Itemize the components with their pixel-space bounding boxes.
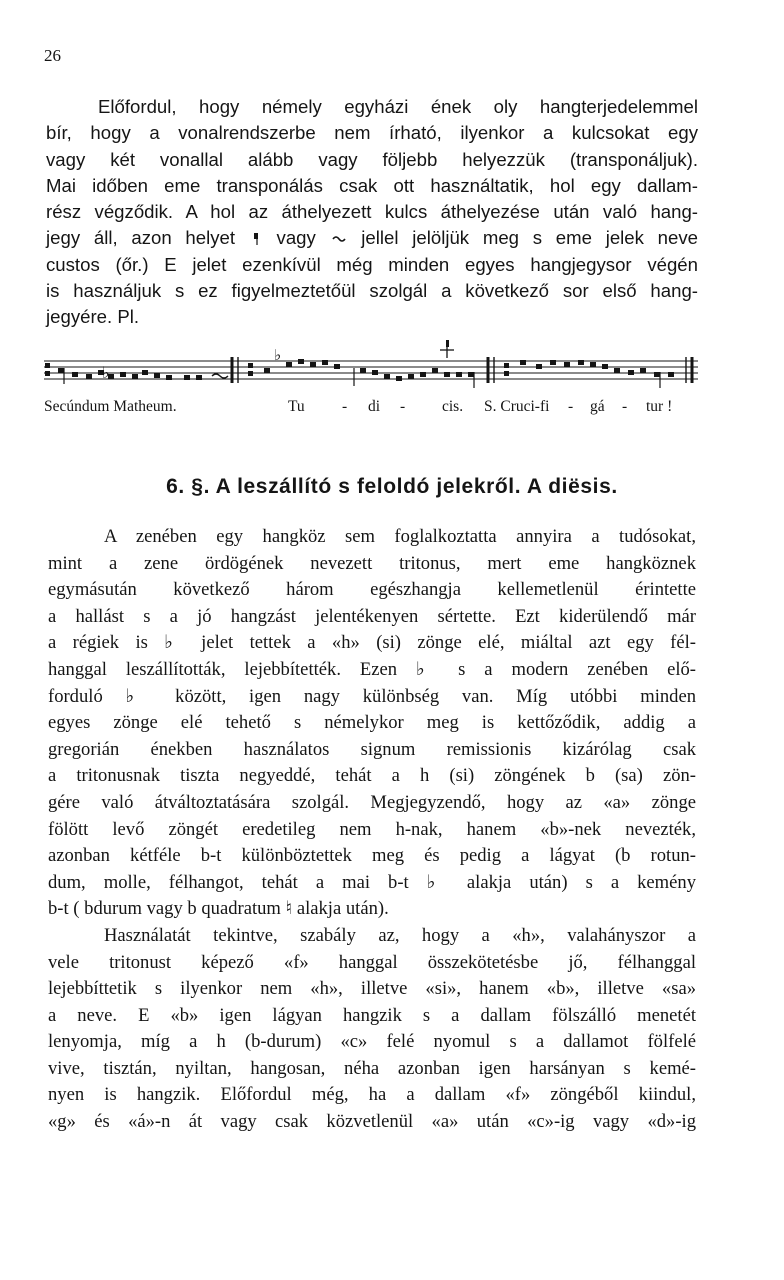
text-line: vagy két vonallal alább vagy följebb helyezzük (transponáljuk). [46, 148, 698, 170]
text-line: fölött levő zöngét eredetileg nem h-nak, hanem «b»-nek nevezték, [48, 818, 696, 840]
text-fragment: jegy áll, azon helyet [46, 227, 249, 249]
text-line: hanggal leszállították, lejebbítették. Ezen ♭ s a modern zenében elő- [48, 658, 696, 680]
lyric-syllable: S. Cruci-fi [484, 398, 550, 415]
text-line: vele tritonust képező «f» hanggal összekötetésbe jő, félhanggal [48, 951, 696, 973]
lyric-syllable: - [400, 398, 406, 415]
text-line: gére való átváltoztatására szolgál. Megjegyzendő, hogy az «a» zönge [48, 791, 696, 813]
text-line: Mai időben eme transponálás csak ott használtatik, hol egy dallam- [46, 174, 698, 196]
paragraph-tritonus [48, 524, 696, 1136]
neumes-phrase-1 [58, 368, 228, 384]
lyric-syllable: tur ! [646, 398, 673, 415]
c-clef-icon [504, 363, 509, 376]
text-line: Előfordul, hogy némely egyházi ének oly hangterjedelemmel [98, 96, 698, 117]
text-line: nyen is hangzik. Előfordul még, ha a dallam «f» zöngéből kiindul, [48, 1084, 696, 1106]
text-line: mint a zene ördögének nevezett tritonus, mert eme hangköznek [48, 552, 696, 574]
text-line: lenyomja, míg a h (b-durum) «c» felé nyomul s a dallamot fölfelé [48, 1031, 696, 1053]
custos-wave-icon [330, 230, 348, 246]
text-line: is használjuk s ez figyelmeztetőül szolgál a következő sor első hang- [46, 280, 698, 302]
paragraph-transposition [46, 94, 698, 331]
text-line: A zenében egy hangköz sem foglalkoztatta annyira a tudósokat, [104, 526, 696, 547]
page-number: 26 [44, 46, 61, 65]
text-line: egyes zönge elé tehető s némelykor meg is kettőződik, addig a [48, 712, 696, 734]
text-line: forduló ♭ között, igen nagy különbség van. Míg utóbbi minden [48, 685, 696, 707]
c-clef-icon [248, 363, 253, 376]
text-line: «g» és «á»-n át vagy csak közvetlenül «a» után «c»-ig vagy «d»-ig [48, 1111, 696, 1133]
text-line: a régiek is ♭ jelet tettek a «h» (si) zönge elé, miáltal azt egy fél- [48, 632, 696, 654]
lyric-syllable: Tu [288, 398, 305, 415]
text-line: jegyére. Pl. [46, 306, 140, 328]
svg-text:♭: ♭ [274, 346, 282, 364]
text-line: gregorián énekben használatos signum remissionis kizárólag csak [48, 738, 696, 760]
c-clef-icon [45, 363, 50, 376]
lyric-syllable: - [622, 398, 628, 415]
custos-mark-icon [249, 230, 263, 246]
text-line: custos (őr.) E jelet ezenkívül még minden egyes hangjegysor végén [46, 253, 698, 275]
lyric-syllable: gá [590, 398, 605, 415]
text-line: rész végződik. A hol az áthelyezett kulcs áthelyezése után való hang- [46, 201, 698, 223]
text-line: b-t ( bdurum vagy b quadratum ♮ alakja után). [48, 898, 389, 920]
lyric-syllable: - [568, 398, 574, 415]
text-line: a hallást s a jó hangzást jelentékenyen sértette. Ezt kiderülendő már [48, 605, 696, 627]
lyric-syllable: Secúndum Matheum. [44, 398, 177, 415]
neumes-phrase-3 [520, 360, 674, 388]
text-line: dum, molle, félhangot, tehát a mai b-t ♭ alakja után) s a kemény [48, 871, 696, 893]
music-example-staff [42, 330, 702, 400]
text-line-with-custos [46, 225, 698, 251]
text-line: Használatát tekintve, szabály az, hogy a «h», valahányszor a [104, 924, 696, 946]
text-fragment: vagy [262, 227, 330, 249]
text-fragment: jellel jelöljük meg s eme jelek neve [347, 227, 699, 249]
text-line: vive, tisztán, nyiltan, hangosan, néha azonban igen harsányan s kemé- [48, 1057, 696, 1079]
lyric-syllable: cis. [442, 398, 464, 415]
text-line: egymásután következő három egészhangja kellemetlenül érintette [48, 579, 696, 601]
lyric-syllable: - [342, 398, 348, 415]
flat-sign-icon: ♭ [102, 363, 110, 382]
lyric-syllable: di [368, 398, 381, 415]
text-line: a tritonusnak tiszta negyeddé, tehát a h (si) zöngének b (sa) zön- [48, 765, 696, 787]
text-line: bír, hogy a vonalrendszerbe nem írható, ilyenkor a kulcsokat egy [46, 122, 698, 144]
section-heading: 6. §. A leszállító s feloldó jelekről. A diësis. [166, 475, 618, 498]
text-line: azonban kétféle b-t különböztettek meg és pedig a lágyat (b rotun- [48, 845, 696, 867]
music-lyrics [44, 398, 694, 420]
text-line: a neve. E «b» igen lágyan hangzik s a dallam fölszálló menetét [48, 1004, 696, 1026]
custos-mark-icon [440, 340, 454, 358]
text-line: lejebbíttetik s ilyenkor nem «h», illetve «si», hanem «b», illetve «sa» [48, 978, 696, 1000]
